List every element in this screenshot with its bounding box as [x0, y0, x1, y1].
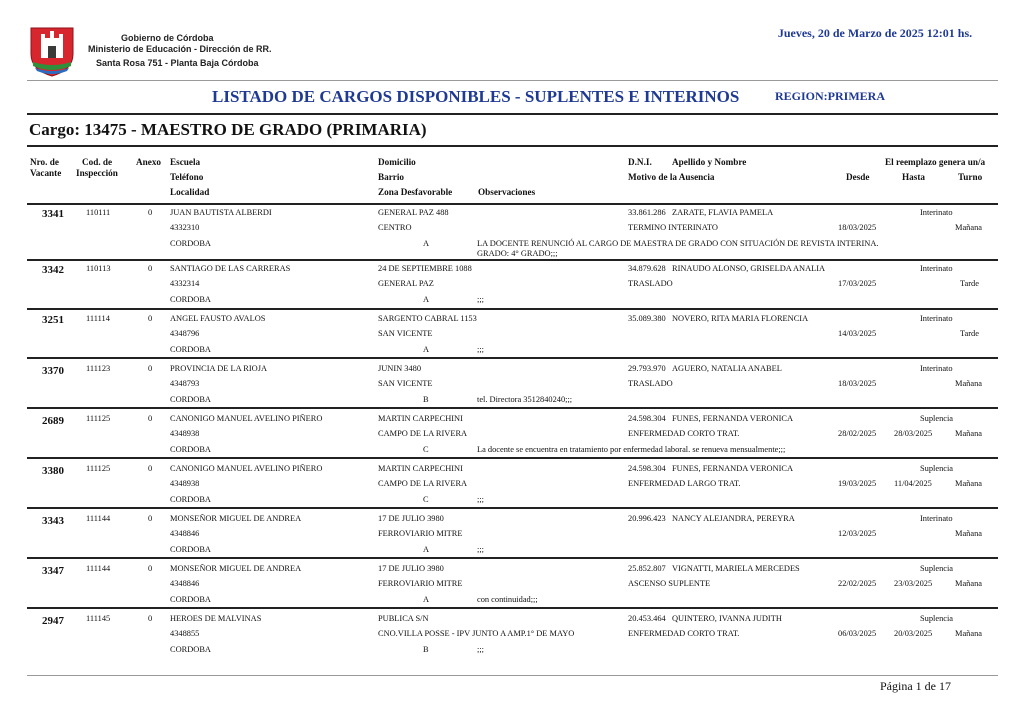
apellido-nombre: NOVERO, RITA MARIA FLORENCIA — [672, 314, 809, 323]
tipo-reemplazo: Suplencia — [920, 464, 954, 473]
localidad: CORDOBA — [170, 345, 211, 354]
fecha-desde: 18/03/2025 — [838, 379, 877, 388]
apellido-nombre: QUINTERO, IVANNA JUDITH — [672, 614, 782, 623]
dni: 24.598.304 — [628, 464, 666, 473]
header-anexo: Anexo — [136, 157, 162, 167]
localidad: CORDOBA — [170, 645, 211, 654]
turno: Mañana — [955, 429, 982, 438]
header-zona: Zona Desfavorable — [378, 187, 453, 197]
divider — [27, 80, 998, 81]
barrio: FERROVIARIO MITRE — [378, 529, 463, 538]
header-escuela: Escuela — [170, 157, 201, 167]
apellido-nombre: FUNES, FERNANDA VERONICA — [672, 414, 794, 423]
cargo-title: Cargo: 13475 - MAESTRO DE GRADO (PRIMARIA) — [29, 120, 427, 139]
barrio: SAN VICENTE — [378, 379, 433, 388]
region-label: REGION:PRIMERA — [775, 89, 885, 103]
telefono: 4348846 — [170, 579, 200, 588]
localidad: CORDOBA — [170, 545, 211, 554]
org-address: Santa Rosa 751 - Planta Baja Córdoba — [96, 58, 259, 68]
turno: Mañana — [955, 479, 982, 488]
tipo-reemplazo: Suplencia — [920, 614, 954, 623]
escuela: ANGEL FAUSTO AVALOS — [170, 314, 266, 323]
divider — [27, 145, 998, 147]
motivo: ENFERMEDAD CORTO TRAT. — [628, 429, 740, 438]
fecha-hasta: 11/04/2025 — [894, 479, 932, 488]
org-name: Gobierno de Córdoba — [121, 33, 214, 43]
barrio: SAN VICENTE — [378, 329, 433, 338]
cod-inspeccion: 111114 — [86, 314, 110, 323]
header-domicilio: Domicilio — [378, 157, 416, 167]
tipo-reemplazo: Interinato — [920, 314, 953, 323]
table-row — [0, 411, 1024, 461]
motivo: TERMINO INTERINATO — [628, 223, 718, 232]
org-ministry: Ministerio de Educación - Dirección de RR. — [88, 44, 272, 54]
fecha-hasta: 20/03/2025 — [894, 629, 933, 638]
table-row — [0, 205, 1024, 258]
anexo: 0 — [148, 208, 153, 217]
observaciones: tel. Directora 3512840240;;; — [477, 395, 573, 404]
header-nro-vacante-2: Vacante — [30, 168, 62, 178]
cod-inspeccion: 111144 — [86, 564, 111, 573]
zona: A — [423, 295, 430, 304]
anexo: 0 — [148, 514, 153, 523]
escuela: MONSEÑOR MIGUEL DE ANDREA — [170, 564, 302, 573]
dni: 34.879.628 — [628, 264, 666, 273]
zona: A — [423, 239, 430, 248]
dni: 29.793.970 — [628, 364, 666, 373]
cod-inspeccion: 110111 — [86, 208, 111, 217]
turno: Mañana — [955, 529, 982, 538]
turno: Tarde — [960, 279, 979, 288]
escuela: JUAN BAUTISTA ALBERDI — [170, 208, 272, 217]
telefono: 4348938 — [170, 429, 200, 438]
escuela: MONSEÑOR MIGUEL DE ANDREA — [170, 514, 302, 523]
motivo: ENFERMEDAD LARGO TRAT. — [628, 479, 741, 488]
barrio: CENTRO — [378, 223, 412, 232]
observaciones: ;;; — [477, 495, 484, 504]
escuela: HEROES DE MALVINAS — [170, 614, 262, 623]
header-hasta: Hasta — [902, 172, 925, 182]
domicilio: 17 DE JULIO 3980 — [378, 564, 444, 573]
apellido-nombre: NANCY ALEJANDRA, PEREYRA — [672, 514, 795, 523]
motivo: ENFERMEDAD CORTO TRAT. — [628, 629, 740, 638]
apellido-nombre: AGUERO, NATALIA ANABEL — [672, 364, 782, 373]
fecha-desde: 12/03/2025 — [838, 529, 877, 538]
anexo: 0 — [148, 364, 153, 373]
cod-inspeccion: 110113 — [86, 264, 111, 273]
table-row — [0, 361, 1024, 411]
cordoba-coat-of-arms-icon — [27, 24, 77, 78]
domicilio: JUNIN 3480 — [378, 364, 422, 373]
observaciones: ;;; — [477, 645, 484, 654]
telefono: 4348846 — [170, 529, 200, 538]
motivo: ASCENSO SUPLENTE — [628, 579, 711, 588]
vacante-number: 3380 — [42, 465, 64, 477]
observaciones: ;;; — [477, 545, 484, 554]
header-cod-inspeccion-2: Inspección — [76, 168, 118, 178]
domicilio: SARGENTO CABRAL 1153 — [378, 314, 477, 323]
localidad: CORDOBA — [170, 239, 211, 248]
barrio: CNO.VILLA POSSE - IPV JUNTO A AMP.1° DE MAYO — [378, 629, 575, 638]
telefono: 4348796 — [170, 329, 200, 338]
anexo: 0 — [148, 614, 153, 623]
header-barrio: Barrio — [378, 172, 405, 182]
tipo-reemplazo: Interinato — [920, 364, 953, 373]
vacante-number: 2689 — [42, 415, 64, 427]
observaciones: ;;; — [477, 295, 484, 304]
localidad: CORDOBA — [170, 295, 211, 304]
header-reemplazo: El reemplazo genera un/a — [885, 157, 986, 167]
vacante-number: 3370 — [42, 365, 64, 377]
telefono: 4348793 — [170, 379, 200, 388]
zona: B — [423, 645, 429, 654]
tipo-reemplazo: Suplencia — [920, 564, 954, 573]
zona: A — [423, 595, 430, 604]
apellido-nombre: FUNES, FERNANDA VERONICA — [672, 464, 794, 473]
fecha-desde: 06/03/2025 — [838, 629, 877, 638]
divider — [27, 557, 998, 559]
localidad: CORDOBA — [170, 395, 211, 404]
vacante-number: 2947 — [42, 615, 64, 627]
motivo: TRASLADO — [628, 379, 673, 388]
escuela: SANTIAGO DE LAS CARRERAS — [170, 264, 291, 273]
zona: C — [423, 445, 429, 454]
fecha-desde: 19/03/2025 — [838, 479, 877, 488]
header-telefono: Teléfono — [170, 172, 204, 182]
divider — [27, 675, 998, 676]
escuela: PROVINCIA DE LA RIOJA — [170, 364, 268, 373]
zona: A — [423, 545, 430, 554]
observaciones: La docente se encuentra en tratamiento por enfermedad laboral. se renueva mensualmente;;; — [477, 445, 786, 454]
page-number: Página 1 de 17 — [880, 679, 951, 693]
zona: C — [423, 495, 429, 504]
domicilio: GENERAL PAZ 488 — [378, 208, 449, 217]
dni: 33.861.286 — [628, 208, 666, 217]
cod-inspeccion: 111145 — [86, 614, 111, 623]
apellido-nombre: RINAUDO ALONSO, GRISELDA ANALIA — [672, 264, 826, 273]
divider — [27, 357, 998, 359]
telefono: 4348938 — [170, 479, 200, 488]
table-row — [0, 461, 1024, 511]
cod-inspeccion: 111144 — [86, 514, 111, 523]
apellido-nombre: ZARATE, FLAVIA PAMELA — [672, 208, 774, 217]
report-date: Jueves, 20 de Marzo de 2025 12:01 hs. — [777, 26, 973, 40]
barrio: CAMPO DE LA RIVERA — [378, 429, 468, 438]
table-row — [0, 611, 1024, 661]
barrio: FERROVIARIO MITRE — [378, 579, 463, 588]
table-row — [0, 311, 1024, 361]
turno: Tarde — [960, 329, 979, 338]
tipo-reemplazo: Suplencia — [920, 414, 954, 423]
localidad: CORDOBA — [170, 445, 211, 454]
header-observaciones: Observaciones — [478, 187, 536, 197]
tipo-reemplazo: Interinato — [920, 514, 953, 523]
header-desde: Desde — [846, 172, 870, 182]
divider — [27, 507, 998, 509]
fecha-desde: 14/03/2025 — [838, 329, 877, 338]
zona: B — [423, 395, 429, 404]
vacante-number: 3343 — [42, 515, 64, 527]
header-nro-vacante: Nro. de — [30, 157, 59, 167]
fecha-desde: 18/03/2025 — [838, 223, 877, 232]
dni: 35.089.380 — [628, 314, 666, 323]
header-turno: Turno — [958, 172, 983, 182]
turno: Mañana — [955, 629, 982, 638]
domicilio: MARTIN CARPECHINI — [378, 464, 463, 473]
fecha-hasta: 23/03/2025 — [894, 579, 933, 588]
cod-inspeccion: 111125 — [86, 414, 111, 423]
divider — [27, 457, 998, 459]
turno: Mañana — [955, 579, 982, 588]
header-cod-inspeccion: Cod. de — [82, 157, 113, 167]
cod-inspeccion: 111125 — [86, 464, 111, 473]
fecha-desde: 17/03/2025 — [838, 279, 877, 288]
anexo: 0 — [148, 264, 153, 273]
tipo-reemplazo: Interinato — [920, 264, 953, 273]
anexo: 0 — [148, 414, 153, 423]
escuela: CANONIGO MANUEL AVELINO PIÑERO — [170, 414, 323, 423]
anexo: 0 — [148, 564, 153, 573]
divider — [27, 607, 998, 609]
anexo: 0 — [148, 314, 153, 323]
telefono: 4332314 — [170, 279, 200, 288]
escuela: CANONIGO MANUEL AVELINO PIÑERO — [170, 464, 323, 473]
cod-inspeccion: 111123 — [86, 364, 111, 373]
observaciones: con continuidad;;; — [477, 595, 538, 604]
header-apellido-nombre: Apellido y Nombre — [672, 157, 747, 167]
header-dni: D.N.I. — [628, 157, 652, 167]
domicilio: PUBLICA S/N — [378, 614, 429, 623]
vacante-number: 3347 — [42, 565, 64, 577]
header-motivo: Motivo de la Ausencia — [628, 172, 715, 182]
dni: 20.453.464 — [628, 614, 666, 623]
telefono: 4348855 — [170, 629, 200, 638]
barrio: GENERAL PAZ — [378, 279, 434, 288]
header-localidad: Localidad — [170, 187, 210, 197]
vacante-number: 3251 — [42, 314, 64, 326]
vacante-number: 3341 — [42, 208, 64, 220]
barrio: CAMPO DE LA RIVERA — [378, 479, 468, 488]
table-row — [0, 561, 1024, 611]
motivo: TRASLADO — [628, 279, 673, 288]
telefono: 4332310 — [170, 223, 200, 232]
observaciones: ;;; — [477, 345, 484, 354]
divider — [27, 308, 998, 310]
fecha-desde: 28/02/2025 — [838, 429, 877, 438]
dni: 20.996.423 — [628, 514, 666, 523]
domicilio: 24 DE SEPTIEMBRE 1088 — [378, 264, 472, 273]
anexo: 0 — [148, 464, 153, 473]
divider — [27, 113, 998, 115]
dni: 24.598.304 — [628, 414, 666, 423]
vacante-number: 3342 — [42, 264, 64, 276]
observaciones: LA DOCENTE RENUNCIÓ AL CARGO DE MAESTRA DE GRADO CON SITUACIÓN DE REVISTA INTERINA. GRADO: 4° GRADO;;; — [477, 239, 879, 258]
domicilio: MARTIN CARPECHINI — [378, 414, 463, 423]
zona: A — [423, 345, 430, 354]
fecha-desde: 22/02/2025 — [838, 579, 877, 588]
domicilio: 17 DE JULIO 3980 — [378, 514, 444, 523]
apellido-nombre: VIGNATTI, MARIELA MERCEDES — [672, 564, 800, 573]
turno: Mañana — [955, 223, 982, 232]
localidad: CORDOBA — [170, 595, 211, 604]
report-title: LISTADO DE CARGOS DISPONIBLES - SUPLENTES E INTERINOS — [212, 87, 740, 106]
localidad: CORDOBA — [170, 495, 211, 504]
turno: Mañana — [955, 379, 982, 388]
fecha-hasta: 28/03/2025 — [894, 429, 933, 438]
tipo-reemplazo: Interinato — [920, 208, 953, 217]
table-row — [0, 511, 1024, 561]
divider — [27, 407, 998, 409]
dni: 25.852.807 — [628, 564, 666, 573]
table-row — [0, 261, 1024, 311]
